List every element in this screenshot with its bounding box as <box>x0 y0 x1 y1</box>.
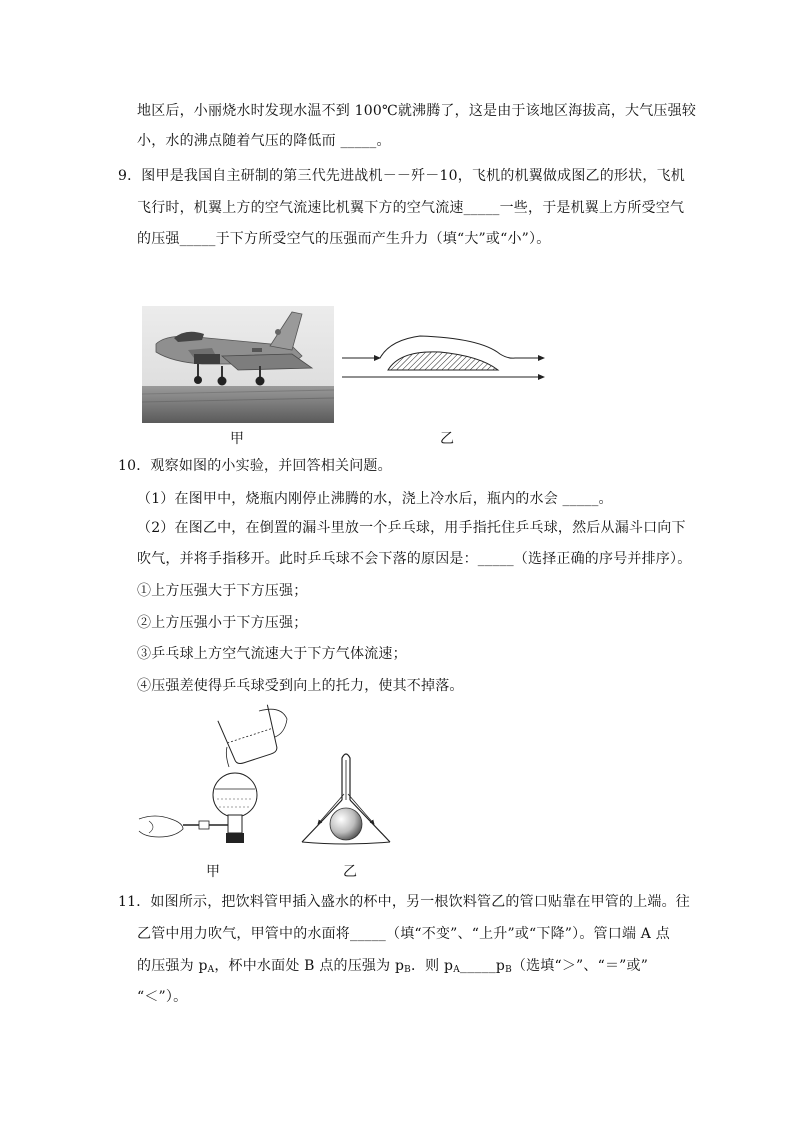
flask-experiment-figure <box>135 703 295 858</box>
q11-text-3a: 的压强为 p <box>137 958 208 974</box>
pa-subscript: A <box>207 965 215 975</box>
q8-line-1: 地区后，小丽烧水时发现水温不到 100℃就沸腾了，这是由于该地区海拔高，大气压强较 <box>137 103 697 119</box>
q11-text-3e: （选填“＞”、“＝”或” <box>511 958 649 974</box>
q10-option-3: ③乒乓球上方空气流速大于下方气体流速； <box>137 646 407 662</box>
airfoil-diagram <box>340 330 548 382</box>
q10-option-1: ①上方压强大于下方压强； <box>137 583 308 599</box>
q10-option-4: ④压强差使得乒乓球受到向上的托力，使其不掉落。 <box>137 678 464 694</box>
q10-line-4: 吹气，并将手指移开。此时乒乓球不会下落的原因是：_____（选择正确的序号并排序）。 <box>137 551 692 567</box>
pb-subscript: B <box>404 965 411 975</box>
q10-option-2: ②上方压强小于下方压强； <box>137 615 308 631</box>
q9-caption-jia: 甲 <box>230 431 244 447</box>
q11-line-1: 11．如图所示，把饮料管甲插入盛水的杯中，另一根饮料管乙的管口贴靠在甲管的上端。往 <box>118 894 691 910</box>
q11-text-3b: ，杯中水面处 B 点的压强为 p <box>214 958 405 974</box>
funnel-ball-figure <box>298 750 394 858</box>
q10-caption-yi: 乙 <box>343 864 357 880</box>
q10-line-1: 10．观察如图的小实验，并回答相关问题。 <box>118 458 392 474</box>
pb-subscript-2: B <box>505 965 512 975</box>
pa-subscript-2: A <box>453 965 460 975</box>
q11-line-3 <box>137 956 648 980</box>
q8-line-2: 小，水的沸点随着气压的降低而 _____。 <box>137 133 391 149</box>
q10-line-3: （2）在图乙中，在倒置的漏斗里放一个乒乓球，用手指托住乒乓球，然后从漏斗口向下 <box>137 520 686 536</box>
q9-line-2: 飞行时，机翼上方的空气流速比机翼下方的空气流速_____一些，于是机翼上方所受空气 <box>137 200 685 216</box>
q9-line-1: 9．图甲是我国自主研制的第三代先进战机－－歼－10，飞机的机翼做成图乙的形状，飞机 <box>118 168 685 184</box>
q9-line-3: 的压强_____于下方所受空气的压强而产生升力（填“大”或“小”）。 <box>137 231 551 247</box>
q11-text-3d: _____p <box>459 958 506 974</box>
q9-caption-yi: 乙 <box>440 431 454 447</box>
q10-caption-jia: 甲 <box>206 864 220 880</box>
q11-line-4: “＜”）。 <box>137 989 188 1005</box>
q11-text-3c: ．则 p <box>410 958 454 974</box>
q10-line-2: （1）在图甲中，烧瓶内刚停止沸腾的水，浇上冷水后，瓶内的水会 _____。 <box>137 491 613 507</box>
fighter-jet-photo <box>142 306 334 423</box>
q11-line-2: 乙管中用力吹气，甲管中的水面将_____（填“不变”、“上升”或“下降”）。管口端 A 点 <box>137 926 670 942</box>
